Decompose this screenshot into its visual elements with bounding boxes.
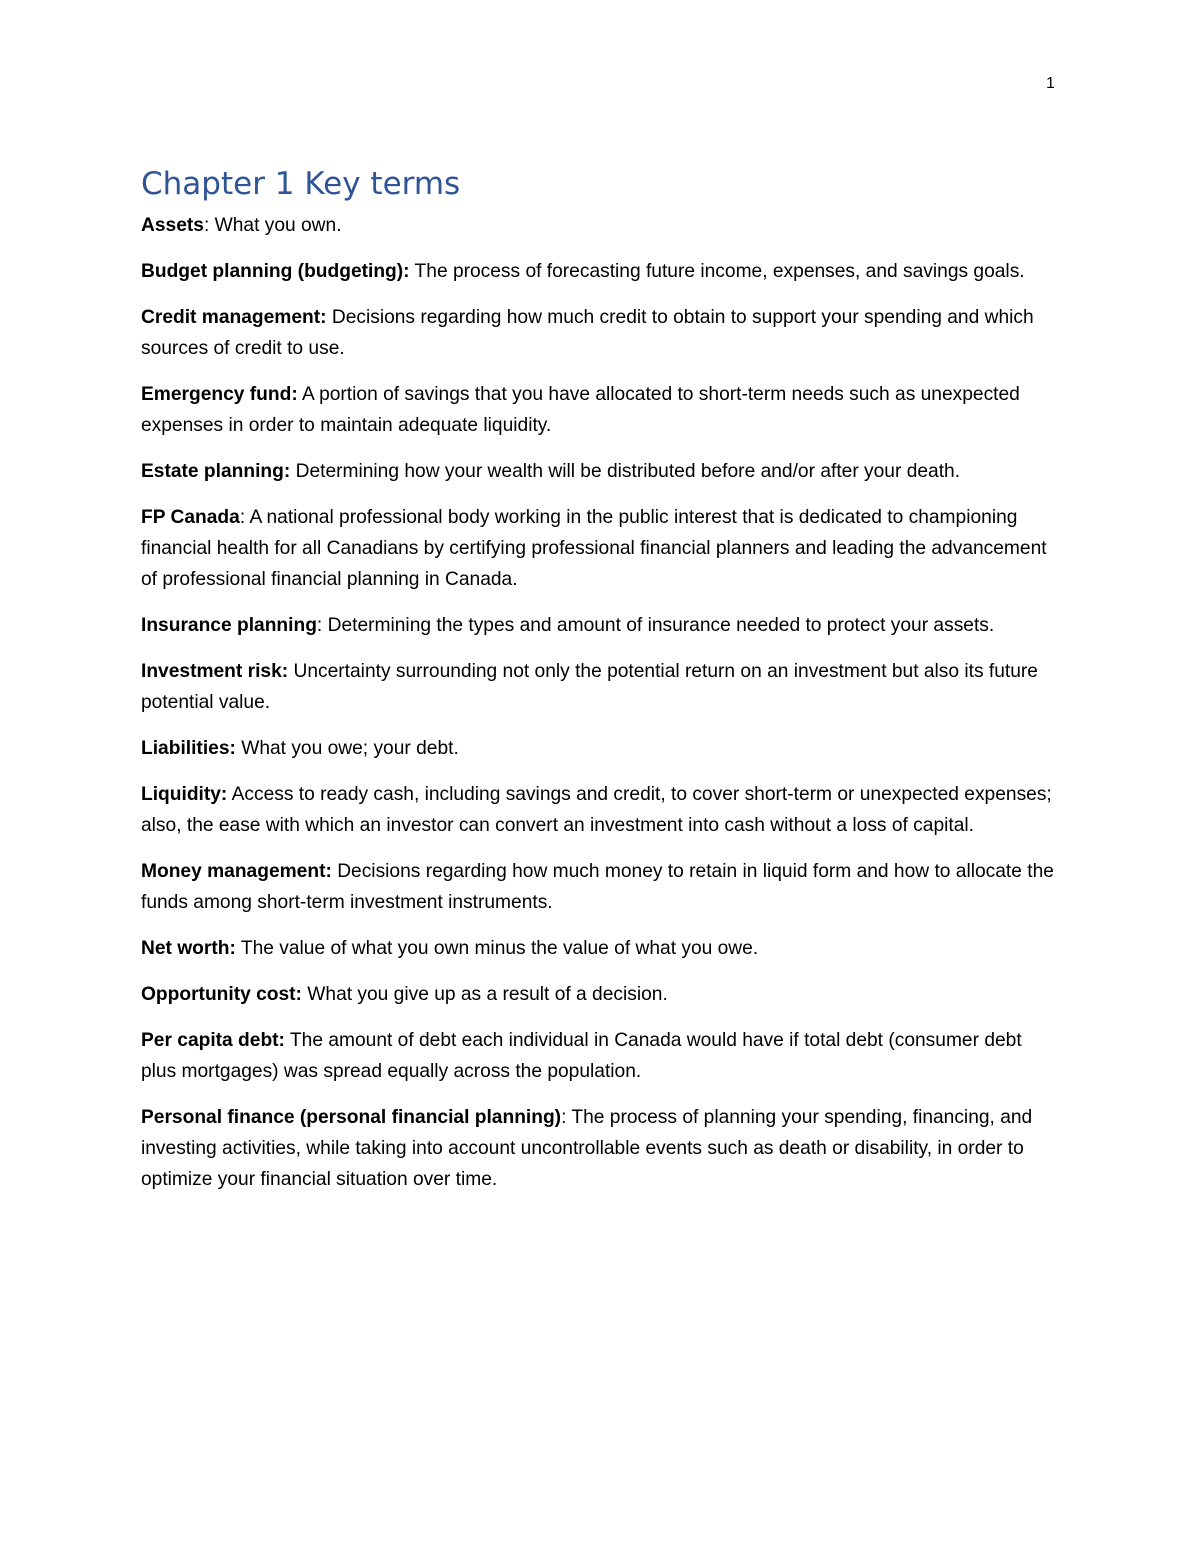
term-definition: What you own. [209, 215, 342, 236]
term-entry [141, 779, 1061, 841]
term-name: Budget planning (budgeting): [141, 261, 410, 282]
term-separator: : [239, 507, 246, 528]
term-entry [141, 210, 1061, 241]
term-definition: Determining how your wealth will be distributed before and/or after your death. [290, 461, 961, 482]
term-entry [141, 856, 1061, 918]
term-name: Insurance planning [141, 615, 317, 636]
term-definition: What you give up as a result of a decision. [301, 984, 668, 1005]
term-separator: : [561, 1107, 567, 1128]
term-definition: Access to ready cash, including savings and credit, to cover short-term or unexpected expenses; also, the ease with which an investor can convert an investment into cash without a loss of capital. [141, 784, 1052, 836]
term-name: Liquidity: [141, 784, 228, 805]
key-terms-list [141, 210, 1061, 1195]
term-definition: Determining the types and amount of insurance needed to protect your assets. [322, 615, 995, 636]
document-body [141, 164, 1061, 1210]
term-entry [141, 1102, 1061, 1195]
term-name: Credit management: [141, 307, 327, 328]
term-definition: What you owe; your debt. [235, 738, 459, 759]
term-entry [141, 979, 1061, 1010]
term-name: Per capita debt: [141, 1030, 285, 1051]
term-name: Emergency fund: [141, 384, 298, 405]
term-entry [141, 1025, 1061, 1087]
term-name: Net worth: [141, 938, 236, 959]
term-entry [141, 379, 1061, 441]
page-number: 1 [1046, 75, 1055, 92]
term-definition: The value of what you own minus the value of what you owe. [235, 938, 759, 959]
term-definition: A portion of savings that you have allocated to short-term needs such as unexpected expenses in order to maintain adequate liquidity. [141, 384, 1020, 436]
page-title: Chapter 1 Key terms [141, 166, 461, 202]
term-entry [141, 302, 1061, 364]
term-definition: A national professional body working in the public interest that is dedicated to championing financial health for all Canadians by certifying professional financial planners and leading the advancement of professional financial planning in Canada. [141, 507, 1047, 590]
term-name: Liabilities: [141, 738, 236, 759]
term-entry [141, 656, 1061, 718]
term-name: Opportunity cost: [141, 984, 302, 1005]
term-name: FP Canada [141, 507, 240, 528]
term-name: Assets [141, 215, 204, 236]
term-entry [141, 502, 1061, 595]
term-entry [141, 256, 1061, 287]
term-definition: The amount of debt each individual in Canada would have if total debt (consumer debt plus mortgages) was spread equally across the population. [141, 1030, 1022, 1082]
term-definition: Decisions regarding how much credit to obtain to support your spending and which sources of credit to use. [141, 307, 1034, 359]
term-definition: Uncertainty surrounding not only the potential return on an investment but also its future potential value. [141, 661, 1038, 713]
term-separator: : [203, 215, 210, 236]
term-definition: The process of forecasting future income, expenses, and savings goals. [409, 261, 1025, 282]
term-name: Money management: [141, 861, 332, 882]
term-name: Personal finance (personal financial planning) [141, 1107, 562, 1128]
term-separator: : [316, 615, 323, 636]
term-entry [141, 733, 1061, 764]
term-name: Estate planning: [141, 461, 291, 482]
term-definition: Decisions regarding how much money to retain in liquid form and how to allocate the funds among short-term investment instruments. [141, 861, 1054, 913]
term-entry [141, 456, 1061, 487]
term-name: Investment risk: [141, 661, 289, 682]
term-definition: The process of planning your spending, financing, and investing activities, while taking into account uncontrollable events such as death or disability, in order to optimize your financial situation over time. [141, 1107, 1033, 1190]
term-entry [141, 610, 1061, 641]
term-entry [141, 933, 1061, 964]
